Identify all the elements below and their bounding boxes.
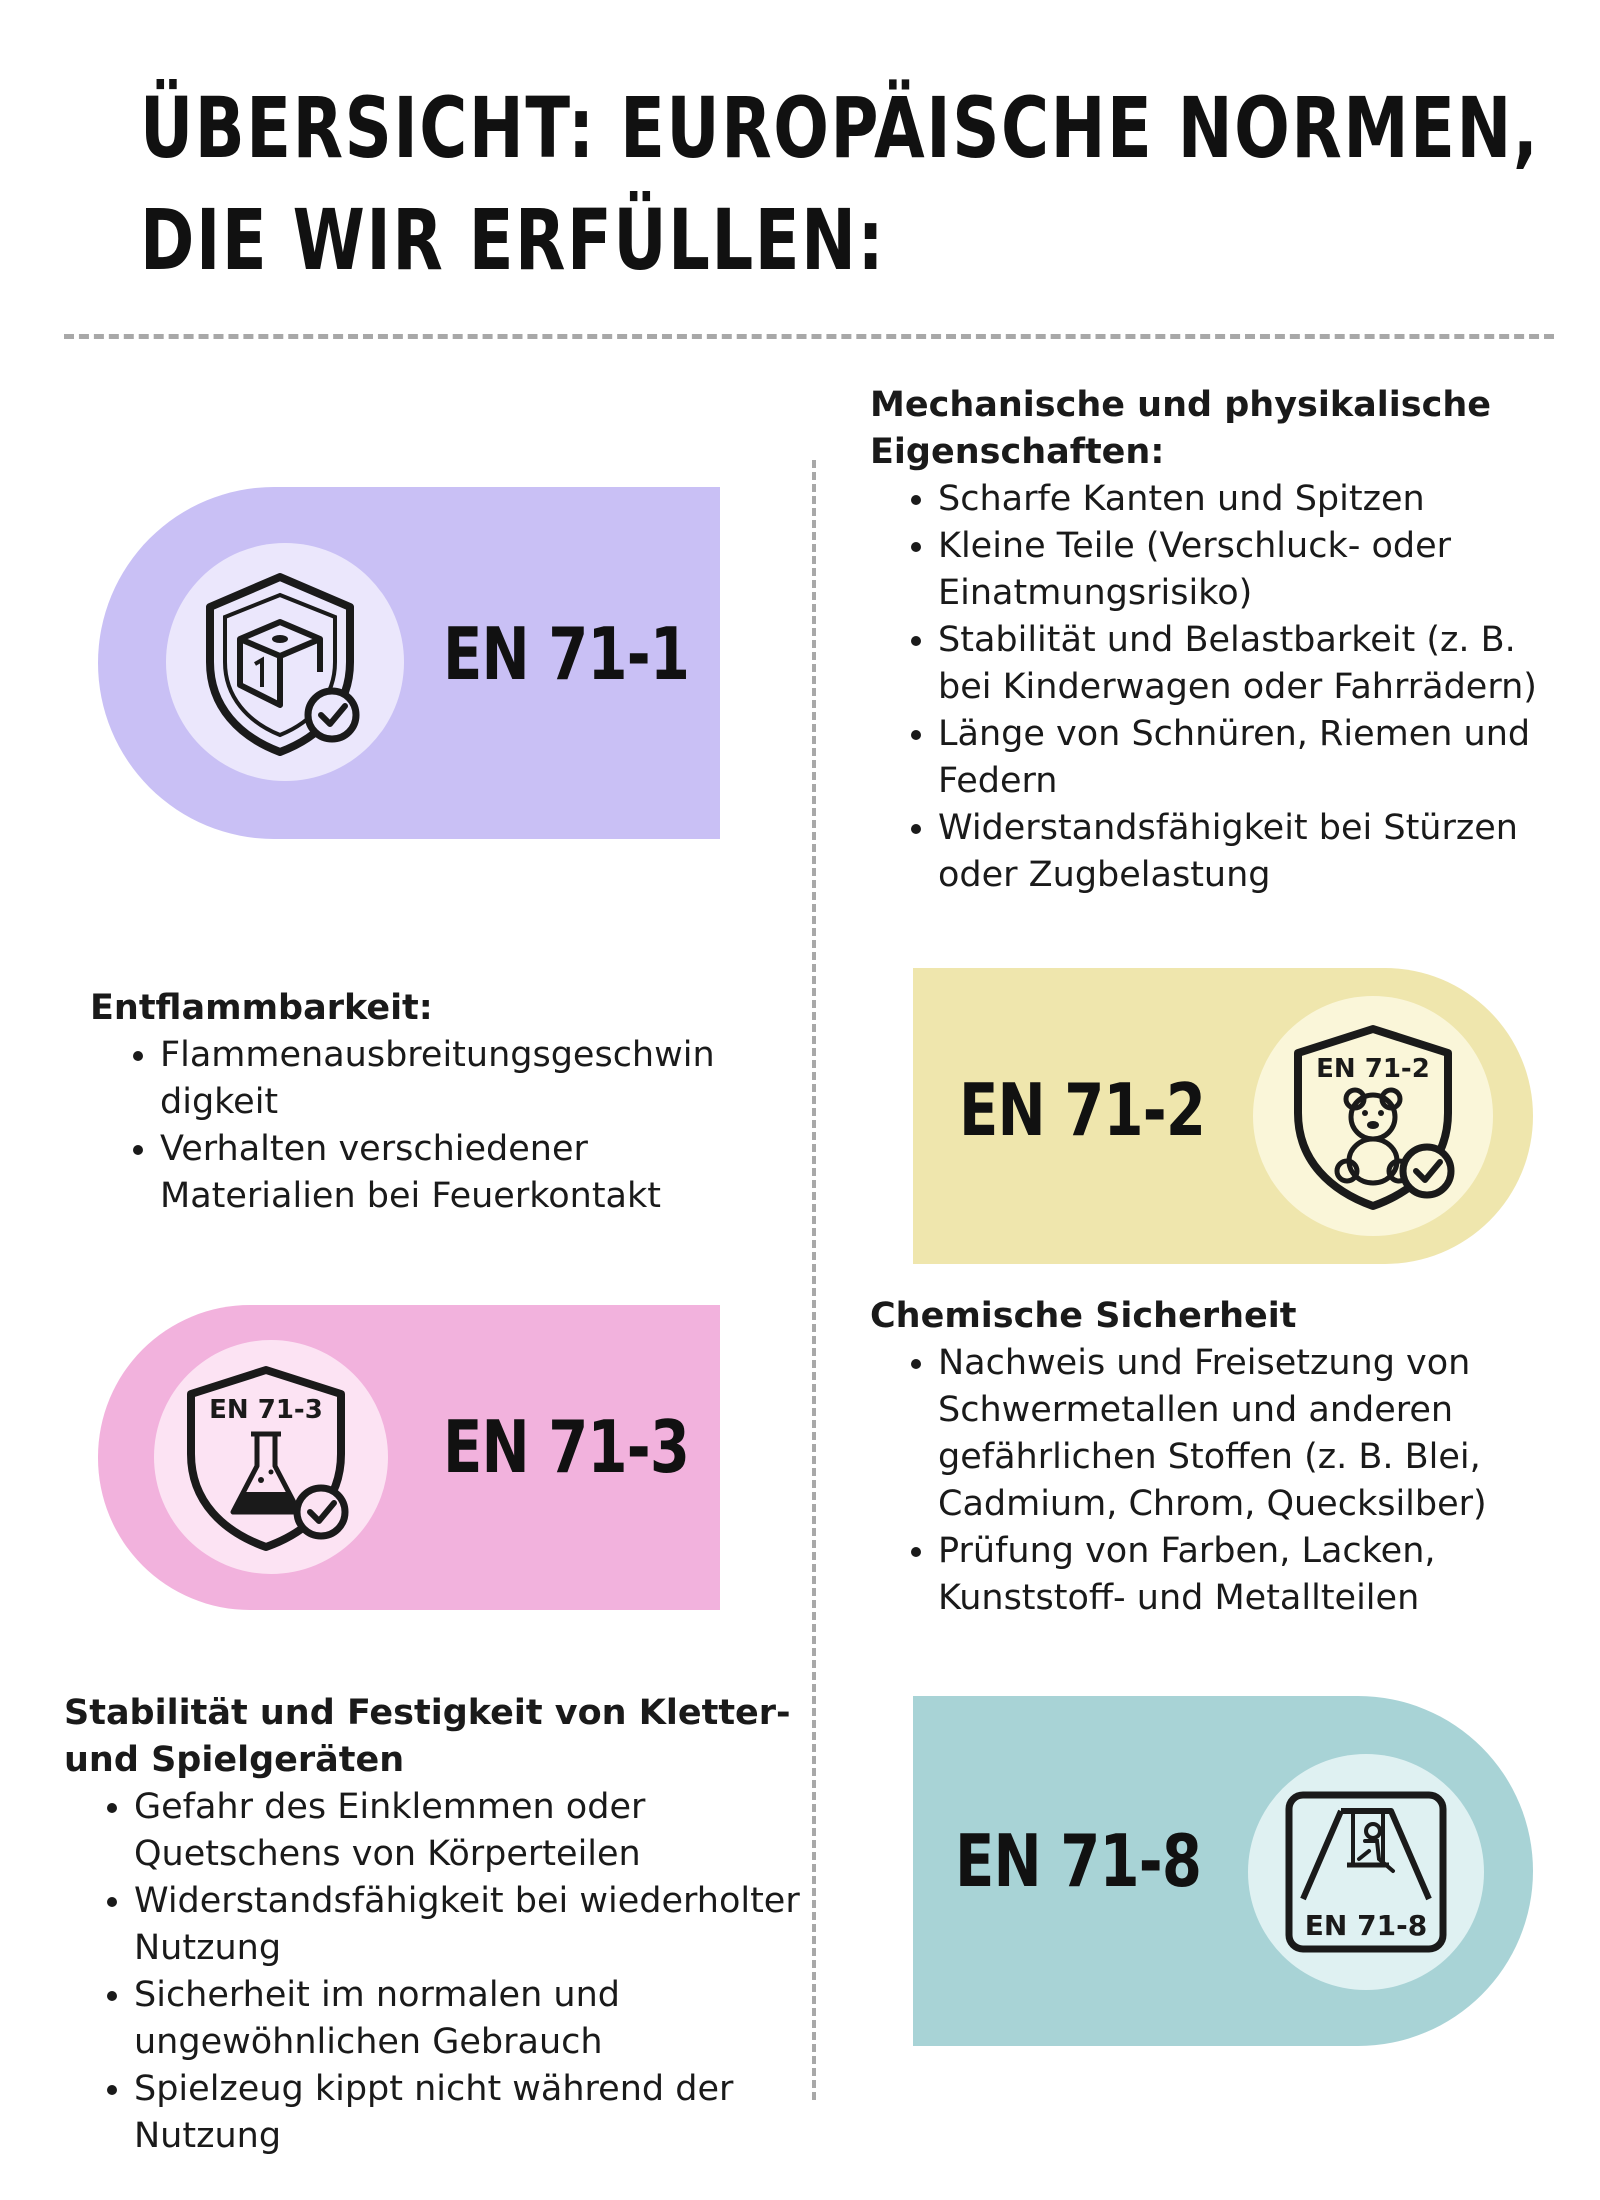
section-chemical: [870, 1293, 1570, 1622]
list-item: • Prüfung von Farben, Lacken, Kunststoff- und Metallteilen: [938, 1528, 1570, 1622]
section-mechanical: [870, 382, 1580, 899]
shield-icon-text: EN 71-3: [209, 1395, 323, 1425]
shield-teddy-bear-check-icon: [1283, 1021, 1463, 1211]
swing-icon-text: EN 71-8: [1304, 1909, 1428, 1942]
badge-en71-1-circle: [166, 543, 404, 781]
section-heading: Stabilität und Festigkeit von Kletter- und Spielgeräten: [64, 1693, 791, 1780]
list-item: • Verhalten verschiedener Materialien bei Feuerkontakt: [160, 1126, 790, 1220]
section-heading: Entflammbarkeit:: [90, 988, 433, 1028]
shield-dice-check-icon: [200, 567, 370, 757]
page-title-line-2: DIE WIR ERFÜLLEN:: [140, 191, 886, 289]
list-item: • Stabilität und Belastbarkeit (z. B. bei Kinderwagen oder Fahrrädern): [938, 617, 1580, 711]
badge-en71-3: [98, 1305, 720, 1610]
vertical-divider: [812, 460, 816, 2100]
section-flammability: [90, 985, 790, 1220]
list-item: • Widerstandsfähigkeit bei Stürzen oder Zugbelastung: [938, 805, 1580, 899]
badge-en71-1: [98, 487, 720, 839]
shield-icon-text: EN 71-2: [1316, 1054, 1430, 1084]
page-title-line-1: ÜBERSICHT: EUROPÄISCHE NORMEN,: [140, 79, 1540, 177]
badge-en71-3-circle: [154, 1340, 388, 1574]
swing-icon: [1281, 1787, 1451, 1957]
list-item: • Spielzeug kippt nicht während der Nutzung: [134, 2066, 804, 2160]
badge-en71-1-label: EN 71-1: [443, 612, 690, 696]
horizontal-divider: [64, 334, 1554, 339]
list-item: • Gefahr des Einklemmen oder Quetschens von Körperteilen: [134, 1784, 804, 1878]
list-item: • Sicherheit im normalen und ungewöhnlichen Gebrauch: [134, 1972, 804, 2066]
bullet-list: [64, 1784, 804, 2160]
badge-en71-2: [913, 968, 1533, 1264]
badge-en71-3-label: EN 71-3: [443, 1405, 690, 1489]
section-playground: [64, 1690, 804, 2160]
badge-en71-2-label: EN 71-2: [959, 1068, 1206, 1152]
badge-en71-8: [913, 1696, 1533, 2046]
shield-flask-check-icon: [181, 1362, 361, 1552]
section-heading: Chemische Sicherheit: [870, 1296, 1297, 1336]
list-item: • Widerstandsfähigkeit bei wiederholter Nutzung: [134, 1878, 804, 1972]
bullet-list: [870, 476, 1580, 899]
page-title: [140, 72, 1540, 296]
bullet-list: [90, 1032, 790, 1220]
section-heading: Mechanische und physikalische Eigenschaften:: [870, 385, 1491, 472]
list-item: • Länge von Schnüren, Riemen und Federn: [938, 711, 1580, 805]
list-item: • Kleine Teile (Verschluck- oder Einatmungsrisiko): [938, 523, 1580, 617]
list-item: • Scharfe Kanten und Spitzen: [938, 476, 1580, 523]
list-item: • Flammenausbreitungsgeschwin digkeit: [160, 1032, 790, 1126]
badge-en71-2-circle: [1253, 996, 1493, 1236]
badge-en71-8-label: EN 71-8: [955, 1819, 1202, 1903]
bullet-list: [870, 1340, 1570, 1622]
list-item: • Nachweis und Freisetzung von Schwermetallen und anderen gefährlichen Stoffen (z. B. Blei, Cadmium, Chrom, Quecksilber): [938, 1340, 1570, 1528]
badge-en71-8-circle: [1248, 1754, 1484, 1990]
